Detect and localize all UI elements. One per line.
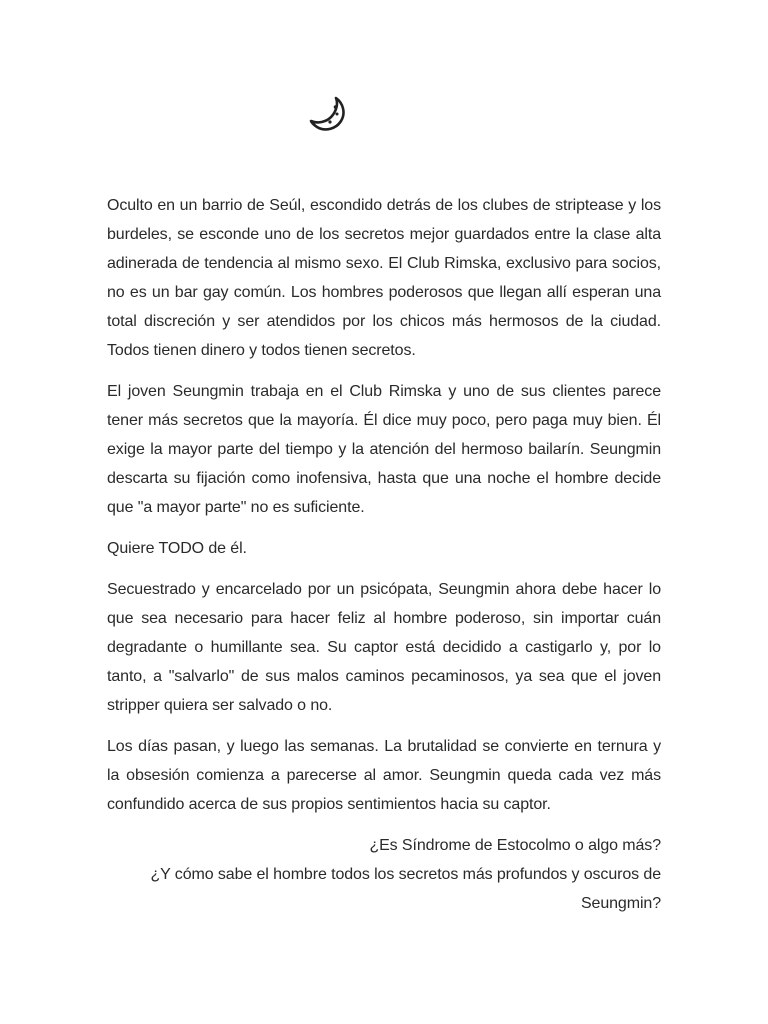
paragraph-2: El joven Seungmin trabaja en el Club Rimska y uno de sus clientes parece tener más secretos que la mayoría. Él dice muy poco, pero paga muy bien. Él exige la mayor parte del tiempo y la atención del hermoso bailarín. Seungmin descarta su fijación como inofensiva, hasta que una noche el hombre decide que "a mayor parte" no es suficiente. (107, 383, 661, 516)
paragraph-3: Quiere TODO de él. (107, 540, 247, 557)
closing-questions (107, 831, 661, 918)
synopsis-text (107, 191, 661, 918)
paragraph-1: Oculto en un barrio de Seúl, escondido detrás de los clubes de striptease y los burdeles, se esconde uno de los secretos mejor guardados entre la clase alta adinerada de tendencia al mismo sexo. El Club Rimska, exclusivo para socios, no es un bar gay común. Los hombres poderosos que llegan allí esperan una total discreción y ser atendidos por los chicos más hermosos de la ciudad. Todos tienen dinero y todos tienen secretos. (107, 197, 661, 359)
closing-question-1: ¿Es Síndrome de Estocolmo o algo más? (369, 837, 661, 854)
closing-question-2: ¿Y cómo sabe el hombre todos los secretos más profundos y oscuros de Seungmin? (150, 866, 661, 912)
paragraph-5: Los días pasan, y luego las semanas. La brutalidad se convierte en ternura y la obsesión comienza a parecerse al amor. Seungmin queda cada vez más confundido acerca de sus propios sentimientos hacia su captor. (107, 738, 661, 813)
crescent-moon-icon (308, 94, 348, 134)
paragraph-4: Secuestrado y encarcelado por un psicópata, Seungmin ahora debe hacer lo que sea necesario para hacer feliz al hombre poderoso, sin importar cuán degradante o humillante sea. Su captor está decidido a castigarlo y, por lo tanto, a "salvarlo" de sus malos caminos pecaminosos, ya sea que el joven stripper quiera ser salvado o no. (107, 581, 661, 714)
